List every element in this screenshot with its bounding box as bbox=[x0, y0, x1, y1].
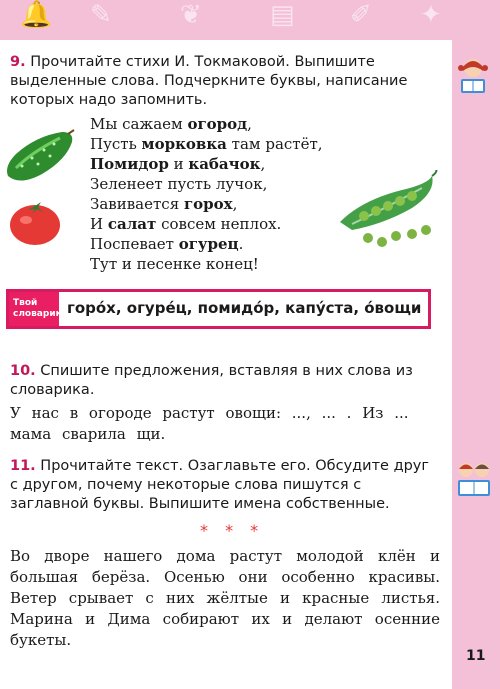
line-text: совсем неплох. bbox=[156, 215, 282, 233]
book-icon: ▤ bbox=[270, 0, 295, 30]
peas-image bbox=[332, 170, 442, 250]
task-text: Прочитайте текст. Озаглавьте его. Обсудите друг с другом, почему некоторые слова пишутся с заглавной буквы. Выпишите имена собственные. bbox=[10, 458, 430, 512]
line-text: Зеленеет пусть лучок, bbox=[90, 175, 268, 193]
highlighted-word: огород bbox=[187, 115, 248, 133]
section-stars: * * * bbox=[200, 521, 265, 540]
poem-line bbox=[90, 214, 323, 234]
line-text: и bbox=[168, 155, 189, 173]
line-text: Завивается bbox=[90, 195, 184, 213]
highlighted-word: Помидор bbox=[90, 155, 169, 173]
line-text: там растёт, bbox=[226, 135, 323, 153]
highlighted-word: салат bbox=[107, 215, 157, 233]
star-icon: ✦ bbox=[420, 0, 442, 30]
poem-line bbox=[90, 254, 323, 274]
line-text: , bbox=[232, 195, 238, 213]
highlighted-word: огурец bbox=[178, 235, 239, 253]
page-number: 11 bbox=[466, 648, 486, 664]
highlighted-word: кабачок bbox=[188, 155, 261, 173]
dictionary-words: горо́х, огуре́ц, помидо́р, капу́ста, о́вощи bbox=[67, 299, 422, 317]
task-number: 9. bbox=[10, 54, 26, 70]
task-10-example: У нас в огороде растут овощи: ..., ... . Из ... мама сварила щи. bbox=[10, 404, 409, 443]
line-text: . bbox=[238, 235, 244, 253]
line-text: , bbox=[260, 155, 266, 173]
poem-line bbox=[90, 234, 323, 254]
task-11 bbox=[10, 457, 440, 514]
bell-icon: 🔔 bbox=[20, 0, 53, 30]
poem-line bbox=[90, 174, 323, 194]
highlighted-word: морковка bbox=[141, 135, 227, 153]
ruler-icon: ✐ bbox=[350, 0, 372, 30]
line-text: , bbox=[247, 115, 252, 133]
task-number: 10. bbox=[10, 363, 36, 379]
children-reading-icon bbox=[454, 458, 494, 500]
poem-line bbox=[90, 154, 323, 174]
dictionary-box bbox=[6, 289, 431, 329]
dictionary-tag: Твой словарик bbox=[9, 292, 59, 326]
task-text: Прочитайте стихи И. Токмаковой. Выпишите выделенные слова. Подчеркните буквы, написание которых надо запомнить. bbox=[10, 54, 408, 108]
poem-line bbox=[90, 134, 323, 154]
line-text: И bbox=[90, 215, 108, 233]
cucumber-image bbox=[2, 128, 76, 186]
poem bbox=[90, 114, 323, 274]
right-margin-strip bbox=[452, 0, 500, 689]
task-text: Спишите предложения, вставляя в них слова из словарика. bbox=[10, 363, 413, 398]
task-9 bbox=[10, 53, 440, 110]
reading-girl-icon bbox=[455, 55, 491, 95]
line-text: Пусть bbox=[90, 135, 142, 153]
line-text: Мы сажаем bbox=[90, 115, 188, 133]
poem-line bbox=[90, 114, 323, 134]
task-number: 11. bbox=[10, 458, 36, 474]
line-text: Поспевает bbox=[90, 235, 179, 253]
task-10 bbox=[10, 362, 440, 400]
line-text: Тут и песенке конец! bbox=[90, 255, 259, 273]
pencil-icon: ✎ bbox=[90, 0, 112, 30]
poem-line bbox=[90, 194, 323, 214]
highlighted-word: горох bbox=[183, 195, 233, 213]
tomato-image bbox=[8, 196, 62, 246]
story-text: Во дворе нашего дома растут молодой клён и большая берёза. Осенью они особенно красивы. Ветер срывает с них жёлтые и красные листья. Марина и Дима собирают их и делают осенние букеты. bbox=[10, 547, 440, 649]
leaf-icon: ❦ bbox=[180, 0, 202, 30]
